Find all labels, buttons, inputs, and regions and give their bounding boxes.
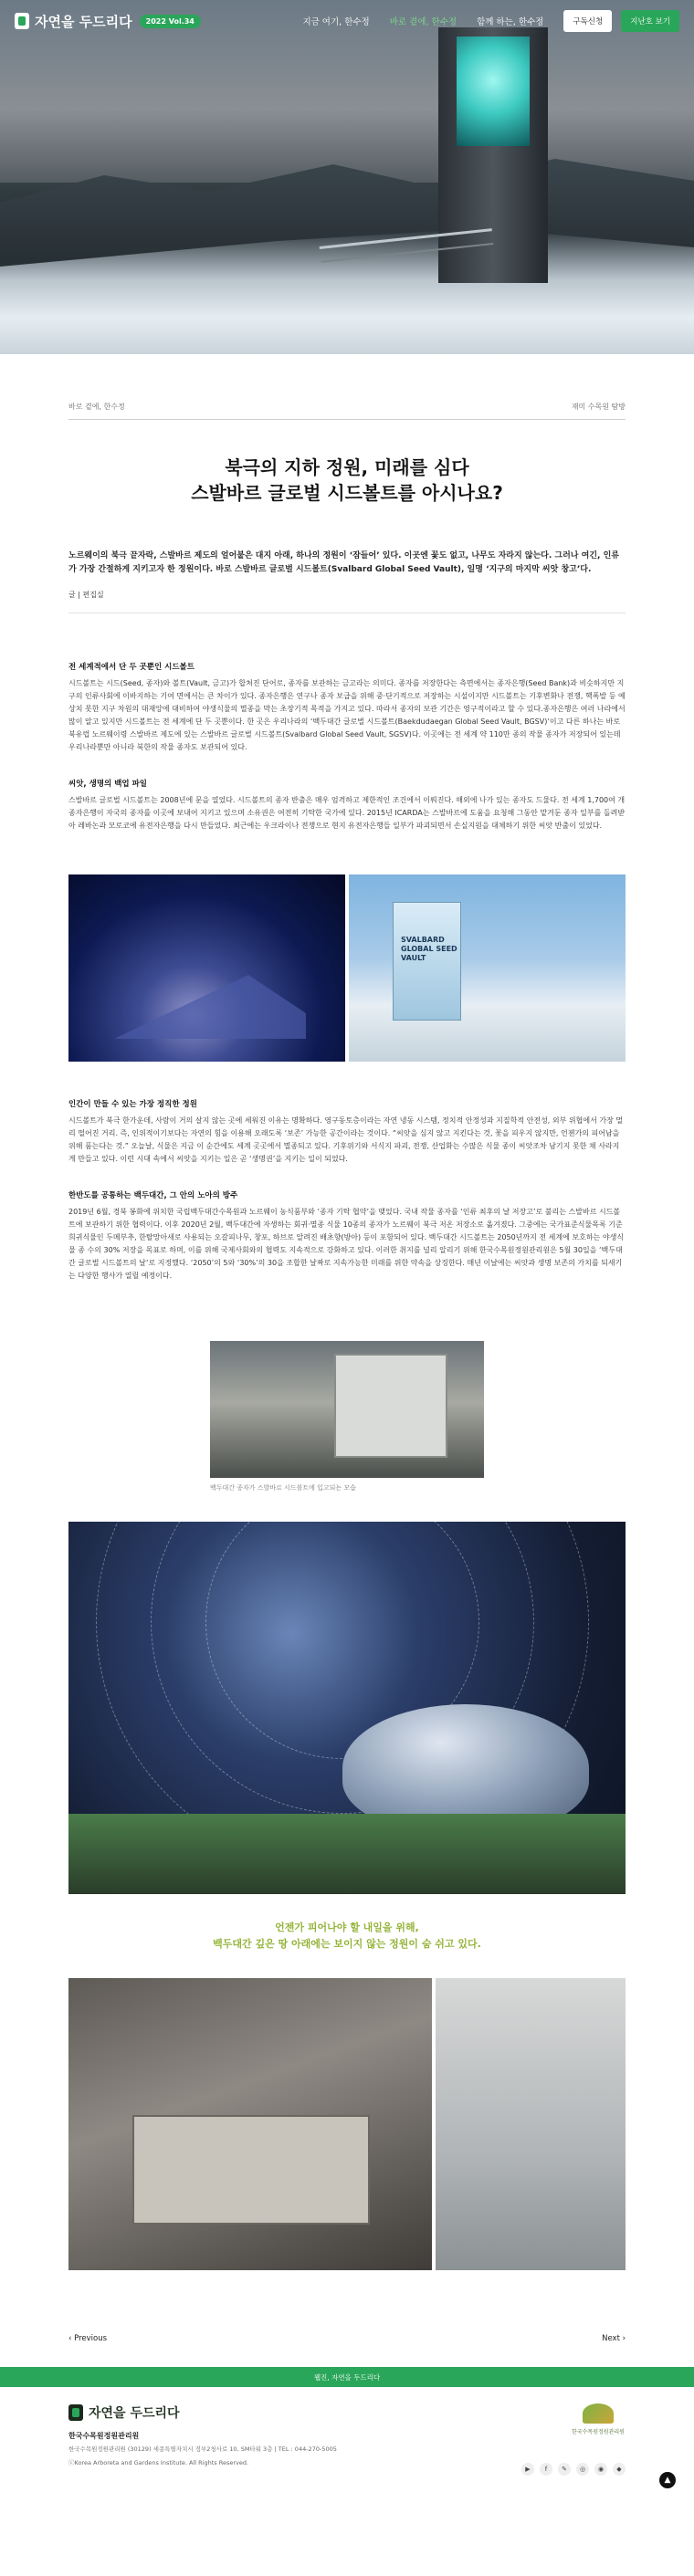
article-meta bbox=[68, 354, 626, 420]
instagram-icon[interactable]: ◎ bbox=[576, 2463, 589, 2476]
seed-delivery-photo bbox=[210, 1341, 484, 1478]
kakao-icon[interactable]: ◉ bbox=[594, 2463, 607, 2476]
title-line-1: 북극의 지하 정원, 미래를 심다 bbox=[225, 456, 469, 478]
section-title-2: 씨앗, 생명의 백업 파일 bbox=[68, 780, 148, 789]
section-title-4: 한반도를 공통하는 백두대간, 그 안의 노아의 방주 bbox=[68, 1191, 238, 1200]
youtube-icon[interactable]: ▶ bbox=[521, 2463, 534, 2476]
star-trail-photo bbox=[68, 1522, 626, 1894]
article-author: 글 | 편집실 bbox=[68, 590, 626, 613]
past-issues-button[interactable]: 지난호 보기 bbox=[621, 10, 679, 32]
image-pair-vault bbox=[68, 874, 626, 1062]
section-title-1: 전 세계적에서 단 두 곳뿐인 시드볼트 bbox=[68, 663, 195, 672]
article-lead: 노르웨이의 북극 끝자락, 스발바르 제도의 얼어붙은 대지 아래, 하나의 정원이 ‘잠들어’ 있다. 이곳엔 꽃도 없고, 나무도 자라지 않는다. 그러나 여긴, 인류가 가장 간절하게 지키고자 한 정원이다. 바로 스발바르 글로벌 시드볼트(Svalbard Global Seed Vault), 일명 ‘지구의 마지막 씨앗 창고’다. bbox=[68, 551, 619, 574]
footer-banner: 웹진, 자연을 두드리다 bbox=[0, 2367, 694, 2387]
seed-drawer bbox=[132, 2115, 370, 2225]
vault-sign-text: SVALBARD GLOBAL SEED VAULT bbox=[401, 936, 457, 962]
image-pair-storage bbox=[68, 1978, 626, 2270]
logo-text: 자연을 두드리다 bbox=[35, 13, 132, 30]
subscribe-button[interactable]: 구독신청 bbox=[563, 10, 612, 32]
section-body-2: 스발바르 글로벌 시드볼트는 2008년에 문을 열었다. 시드볼트의 종자 반출은 매우 엄격하고 제한적인 조건에서 이뤄진다. 해외에 나가 있는 종자도 드물다. 전 세계 1,700여 개 종자은행이 자국의 종자를 이곳에 보내어 지키고 있으며 소유권은 여전히 기탁한 국가에 있다. 2015년 ICARDA는 스발바르에 도움을 요청해 그동안 맡겨둔 종자 일부를 돌려받아 레바논과 모로코에 유전자은행을 다시 만들었다. 최근에는 우크라이나 전쟁으로 현지 유전자은행들 일부가 파괴되면서 손실지원을 대체하기 위한 씨앗 반출이 있었다. bbox=[68, 796, 626, 830]
org-emblem bbox=[571, 2403, 626, 2435]
nav-item-nearby[interactable]: 바로 곁에, 한수정 bbox=[389, 17, 457, 27]
footer-logo-icon bbox=[68, 2404, 83, 2421]
photo-caption: 백두대간 종자가 스발바르 시드볼트에 입고되는 모습 bbox=[210, 1484, 356, 1492]
section-body-1: 시드볼트는 시드(Seed, 종자)와 볼트(Vault, 금고)가 합쳐진 단어로, 종자를 보관하는 금고라는 의미다. 종자를 저장한다는 측면에서는 종자은행(Seed Bank)과 비슷하지만 지구의 인류사회에 이바지하는 기여 면에서는 큰 차이가 있다. 종자은행은 연구나 종자 보급을 위해 중·단기적으로 저장하는 시설이지만 시드볼트는 기후변화나 전쟁, 핵폭발 등 예상치 못한 지구 차원의 대재앙에 대비하여 야생식물의 멸종을 막는 초장기적 목적을 가지고 있다. 따라서 종자의 보관 기간은 영구적이라고 할 수 있다.종자은행은 여러 나라에서 많이 알고 있지만 시드볼트는 전 세계에 단 두 곳뿐이다. 한 곳은 우리나라의 ‘백두대간 글로벌 시드볼트(Baekdudaegan Global Seed Vault, BGSV)’이고 다른 하나는 바로 북유럽 노르웨이령 스발바르 제도에 있는 스발바르 글로벌 시드볼트(Svalbard Global Seed Vault, SGSV)다. 이곳에는 전 세계 약 110만 종의 작물 종자가 저장되어 있는데 우리나라뿐만 아니라 북한의 작물 종자도 보관되어 있다. bbox=[68, 679, 626, 751]
nav-item-together[interactable]: 함께 하는, 한수정 bbox=[477, 17, 544, 27]
footer-org-name: 한국수목원정원관리원 bbox=[68, 2432, 140, 2440]
vault-sign-photo bbox=[349, 874, 626, 1062]
section-body-4: 2019년 6월, 경북 봉화에 위치한 국립백두대간수목원과 노르웨이 농식품부와 ‘종자 기탁 협약’을 맺었다. 국내 작물 종자를 ‘인류 최후의 날 저장고’로 불리는 스발바르 시드볼트에 보관하기 위한 협력이다. 이후 2020년 2월, 백두대간에 자생하는 회귀·멸종 식물 10종의 종자가 노르웨이 북극 저온 저장소로 옮겨졌다. 그중에는 국가표준식물목록 기준 희귀식물인 두메부추, 한탈망아새로 사용되는 오갈피나무, 창포, 하브로 알려진 배초향(방아) 등이 포함되어 있다. 백두대간 시드볼트는 2050년까지 전 세계에 보호하는 야생식물 종 수의 30% 저장을 목표로 하며, 이를 위해 국제사회와의 협력도 지속적으로 강화하고 있다. 이러한 취지를 널리 알리기 위해 한국수목원정원관리원은 5월 30일을 ‘백두대간 글로벌 시드볼트의 날’로 지정했다. ‘2050’의 5와 ‘30%’의 30을 조합한 날짜로 지속가능한 미래를 위한 약속을 상징한다. 매년 이날에는 씨앗과 생명 보존의 가치를 되새기는 다양한 행사가 열릴 예정이다. bbox=[68, 1208, 625, 1280]
social-links bbox=[521, 2463, 626, 2476]
pull-quote bbox=[68, 1920, 626, 1953]
quote-line-1: 언젠가 피어나야 할 내일을 위해, bbox=[275, 1922, 419, 1933]
quote-line-2: 백두대간 깊은 땅 아래에는 보이지 않는 정원이 숨 쉬고 있다. bbox=[213, 1938, 481, 1950]
seed-vault-dome bbox=[342, 1704, 589, 1832]
main-nav bbox=[302, 10, 679, 32]
link-icon[interactable]: ◆ bbox=[613, 2463, 626, 2476]
hero-vault-light bbox=[457, 37, 530, 146]
facebook-icon[interactable]: f bbox=[540, 2463, 552, 2476]
storage-shelves-photo bbox=[436, 1978, 626, 2270]
footer-copyright: ⓒKorea Arboreta and Gardens Institute. All Rights Reserved. bbox=[68, 2459, 249, 2466]
vault-sign bbox=[393, 902, 461, 1021]
vault-night-photo bbox=[68, 874, 345, 1062]
previous-link[interactable]: ‹ Previous bbox=[68, 2334, 108, 2343]
title-line-2: 스발바르 글로벌 시드볼트를 아시나요? bbox=[191, 482, 503, 504]
scroll-top-button[interactable]: ▲ bbox=[659, 2472, 676, 2488]
site-header bbox=[0, 0, 694, 42]
section-body-3: 시드볼트가 북극 한가운데, 사람이 거의 살지 않는 곳에 세워진 이유는 명확하다. 영구동토층이라는 자연 냉동 시스템, 정치적 안정성과 지질학적 안전성, 외부 위협에서 가장 멀리 떨어진 거리. 즉, 인위적이기보다는 자연의 힘을 이용해 오래도록 ‘보존’ 가능한 공간이라는 것이다. “씨앗을 심지 않고 지킨다는 것, 꽃을 피우지 않지만, 언젠가의 피어남을 위해 품는다는 것.” 오늘날, 식물은 지금 이 순간에도 세계 곳곳에서 멸종되고 있다. 기후위기와 서식지 파괴, 전쟁, 산업화는 수많은 식물 종이 씨앗조차 남기지 못한 채 사라지게 만들고 있다. 이런 시대 속에서 씨앗을 지키는 일은 곧 ‘생명권’을 지키는 일이 되었다. bbox=[68, 1116, 624, 1163]
emblem-icon bbox=[583, 2403, 614, 2424]
issue-badge: 2022 Vol.34 bbox=[140, 15, 201, 28]
site-logo[interactable] bbox=[15, 12, 132, 31]
logo-icon bbox=[15, 13, 29, 29]
footer-logo[interactable] bbox=[68, 2403, 626, 2422]
site-footer bbox=[0, 2387, 694, 2494]
page-title bbox=[68, 455, 626, 506]
grass-field bbox=[68, 1814, 626, 1894]
hero-banner bbox=[0, 0, 694, 354]
section-title-3: 인간이 만들 수 있는 가장 정직한 정원 bbox=[68, 1100, 197, 1109]
article bbox=[68, 354, 626, 2367]
footer-address: 한국수목원정원관리원 (30129) 세종특별자치시 정부2청사로 10, SM타워 3층 | TEL : 044-270-5005 bbox=[68, 2445, 337, 2453]
seed-drawer-photo bbox=[68, 1978, 432, 2270]
nav-item-now[interactable]: 지금 여기, 한수정 bbox=[302, 17, 370, 27]
footer-logo-text: 자연을 두드리다 bbox=[89, 2406, 180, 2421]
emblem-text: 한국수목원정원관리원 bbox=[572, 2429, 625, 2435]
series-label: 재미 수목원 탐방 bbox=[571, 403, 626, 411]
article-pager bbox=[68, 2334, 626, 2367]
next-link[interactable]: Next › bbox=[602, 2334, 626, 2343]
breadcrumb[interactable]: 바로 곁에, 한수정 bbox=[68, 403, 125, 411]
blog-icon[interactable]: ✎ bbox=[558, 2463, 571, 2476]
